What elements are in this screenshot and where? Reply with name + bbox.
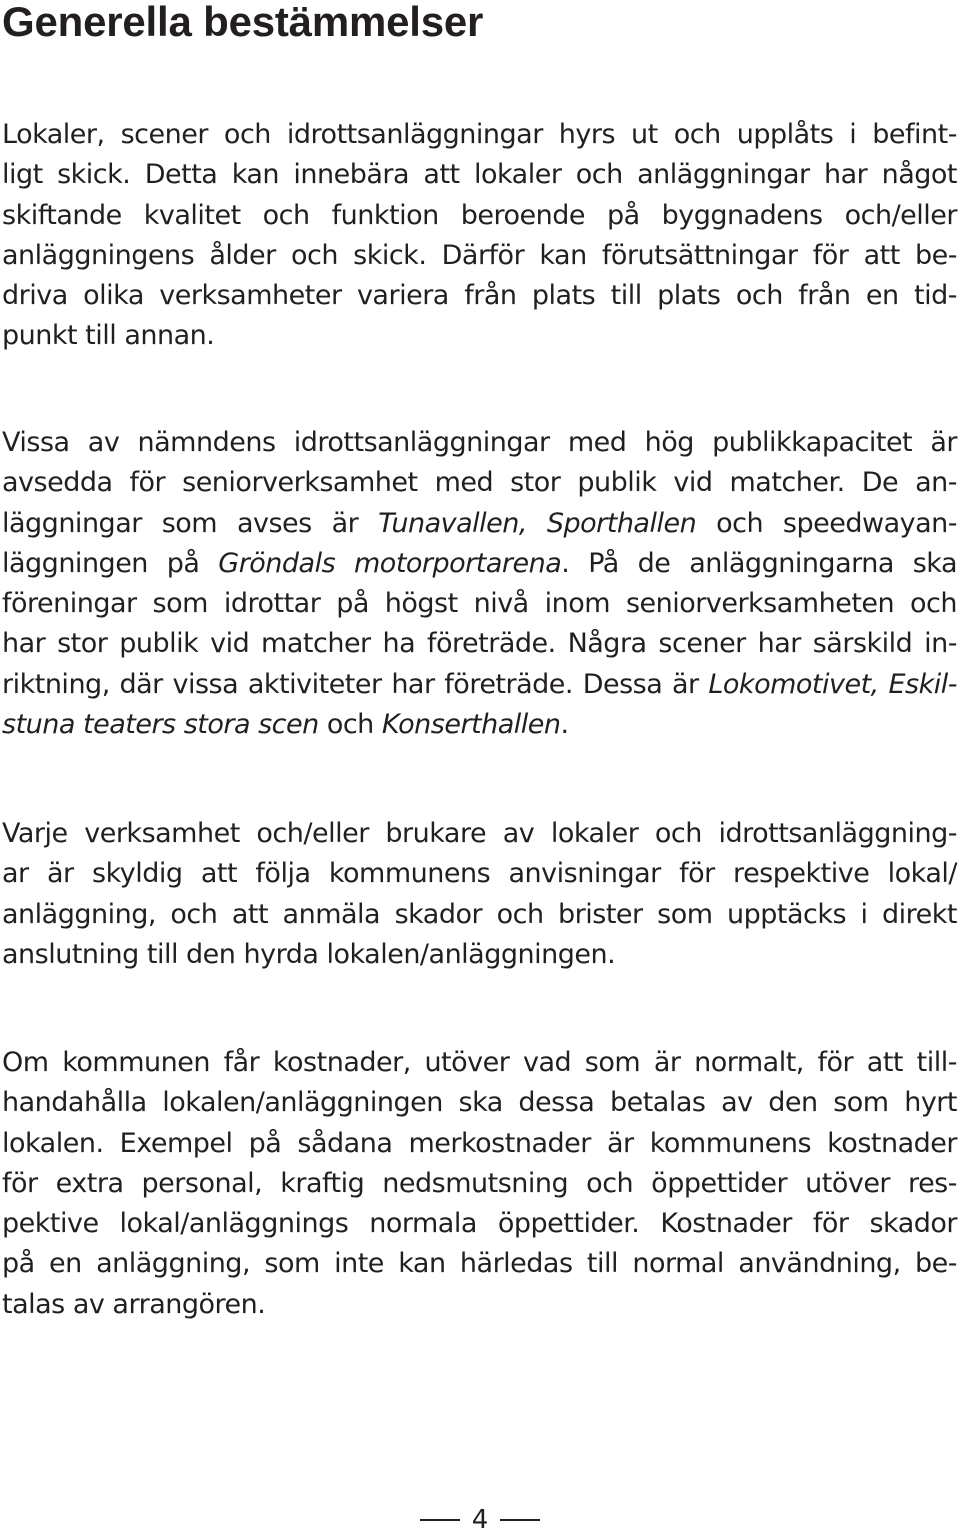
venue-name: Konserthallen (381, 709, 561, 741)
text-line: ar är skyldig att följa kommunens anvisningar för respektive lokal/ (2, 858, 957, 890)
text-segment: läggningar som avses är (2, 507, 379, 539)
page-number: 4 (471, 1505, 489, 1535)
paragraph-1 (2, 115, 957, 357)
dash-divider (500, 1519, 540, 1521)
page-title: Generella bestämmelser (2, 0, 484, 45)
text-line: Vissa av nämndens idrottsanläggningar med hög publikkapacitet är (2, 427, 957, 458)
text-line: driva olika verksamheter variera från plats till plats och från en tid- (2, 280, 957, 312)
venue-names: Lokomotivet, Eskil- (708, 668, 957, 700)
text-line: föreningar som idrottar på högst nivå inom seniorverksamheten och (2, 588, 957, 620)
paragraph-4 (2, 1043, 957, 1325)
text-segment: . (560, 709, 569, 741)
text-line: Om kommunen får kostnader, utöver vad som är normalt, för att till- (2, 1047, 957, 1078)
text-segment: . På de anläggningarna ska (561, 547, 958, 579)
text-line: talas av arrangören. (2, 1288, 266, 1320)
page-footer (0, 1500, 960, 1540)
text-line: Varje verksamhet och/eller brukare av lokaler och idrottsanläggning- (2, 818, 957, 849)
text-segment: läggningen på (2, 547, 219, 579)
text-line: Lokaler, scener och idrottsanläggningar hyrs ut och upplåts i befint- (2, 119, 957, 150)
text-line (2, 665, 957, 705)
text-segment: och speedwayan- (696, 507, 957, 539)
text-line: anslutning till den hyrda lokalen/anläggningen. (2, 938, 616, 970)
text-segment: riktning, där vissa aktiviteter har företräde. Dessa är (2, 668, 709, 700)
venue-name: Gröndals motorportarena (218, 547, 562, 579)
paragraph-3 (2, 814, 957, 975)
text-line (2, 504, 957, 544)
text-line: handahålla lokalen/anläggningen ska dessa betalas av den som hyrt (2, 1087, 957, 1119)
text-line: har stor publik vid matcher ha företräde. Några scener har särskild in- (2, 628, 957, 660)
text-line: anläggning, och att anmäla skador och brister som upptäcks i direkt (2, 898, 957, 930)
paragraph-2 (2, 423, 957, 745)
text-line: på en anläggning, som inte kan härledas till normal användning, be- (2, 1248, 957, 1280)
text-line: anläggningens ålder och skick. Därför kan förutsättningar för att be- (2, 239, 957, 271)
text-line: skiftande kvalitet och funktion beroende på byggnadens och/eller (2, 199, 957, 231)
text-line (2, 544, 957, 584)
text-line: lokalen. Exempel på sådana merkostnader är kommunens kostnader (2, 1127, 957, 1159)
text-segment: och (318, 709, 382, 741)
text-line: för extra personal, kraftig nedsmutsning och öppettider utöver res- (2, 1167, 957, 1199)
venue-names: Tunavallen, Sporthallen (378, 507, 697, 539)
text-line (2, 705, 957, 745)
text-line: pektive lokal/anläggnings normala öppettider. Kostnader för skador (2, 1208, 957, 1240)
text-line: punkt till annan. (2, 320, 215, 352)
text-line: ligt skick. Detta kan innebära att lokaler och anläggningar har något (2, 159, 957, 191)
venue-names: stuna teaters stora scen (2, 709, 319, 741)
text-line: avsedda för seniorverksamhet med stor publik vid matcher. De an- (2, 467, 957, 499)
dash-divider (420, 1519, 460, 1521)
